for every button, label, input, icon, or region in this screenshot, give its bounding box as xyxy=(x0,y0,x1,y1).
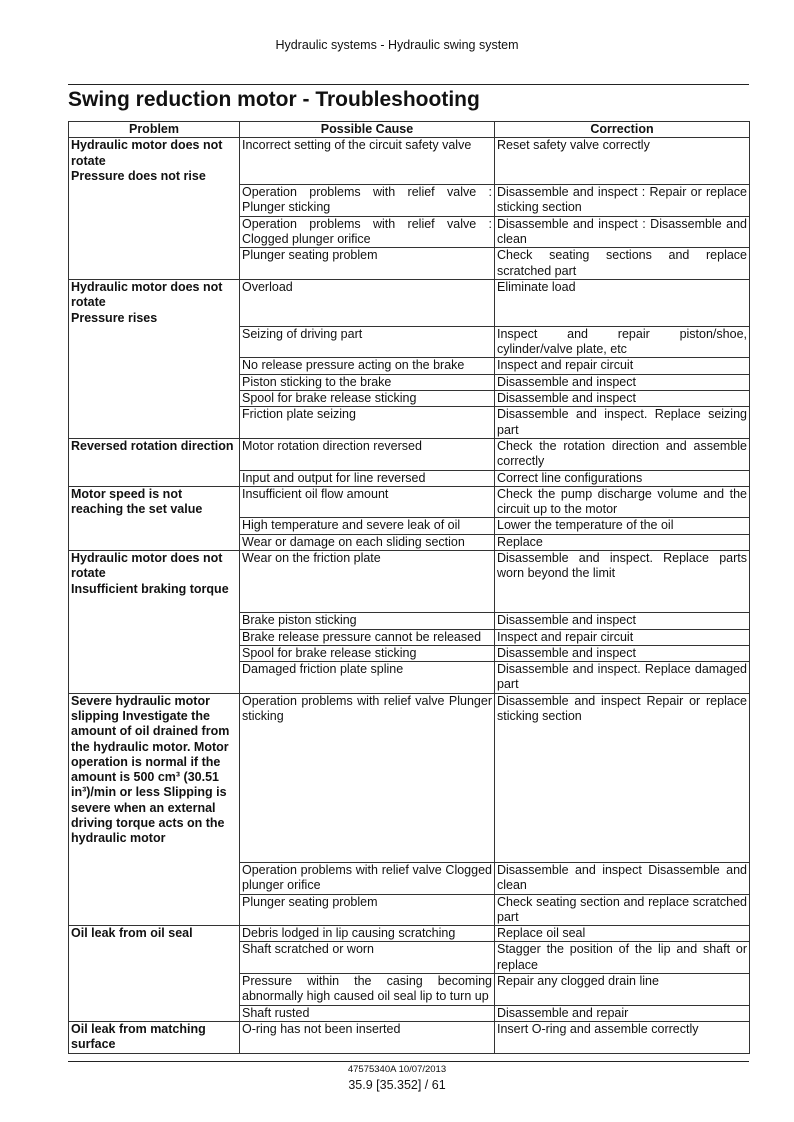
cause-cell: Debris lodged in lip causing scratching xyxy=(240,926,495,942)
table-row xyxy=(69,438,750,470)
cause-cell: Plunger seating problem xyxy=(240,248,495,280)
problem-cell xyxy=(69,279,240,438)
document-number: 47575340A 10/07/2013 xyxy=(347,1064,447,1075)
column-header-possible-cause: Possible Cause xyxy=(240,122,495,138)
problem-text: Hydraulic motor does not rotate xyxy=(71,279,223,310)
table-row xyxy=(69,551,750,613)
running-header: Hydraulic systems - Hydraulic swing system xyxy=(275,38,519,52)
cause-cell: Input and output for line reversed xyxy=(240,470,495,486)
problem-cell xyxy=(69,1021,240,1053)
cause-cell: Seizing of driving part xyxy=(240,326,495,358)
problem-cell xyxy=(69,486,240,550)
cause-cell: Overload xyxy=(240,279,495,326)
problem-cell xyxy=(69,138,240,280)
correction-cell: Disassemble and inspect. Replace damaged part xyxy=(495,662,750,694)
problem-text: Hydraulic motor does not rotate xyxy=(71,551,223,581)
correction-cell: Stagger the position of the lip and shaft or replace xyxy=(495,942,750,974)
table-header-row xyxy=(69,122,750,138)
correction-cell: Disassemble and inspect xyxy=(495,391,750,407)
cause-cell: No release pressure acting on the brake xyxy=(240,358,495,374)
troubleshooting-table xyxy=(68,121,750,1054)
problem-text: Severe hydraulic motor slipping Investigate the amount of oil drained from the hydraulic motor. Motor operation is normal if the amount is 500 cm³ (30.51 in³)/min or less Slipping is severe when an external driving torque acts on the hydraulic motor xyxy=(71,693,230,846)
problem-cell xyxy=(69,693,240,925)
cause-cell: Plunger seating problem xyxy=(240,894,495,926)
cause-cell: Operation problems with relief valve Clogged plunger orifice xyxy=(240,862,495,894)
problem-text: Insufficient braking torque xyxy=(71,581,229,596)
header-divider xyxy=(68,84,749,85)
correction-cell: Disassemble and inspect. Replace seizing part xyxy=(495,407,750,439)
cause-cell: Operation problems with relief valve : Clogged plunger orifice xyxy=(240,216,495,248)
cause-cell: Shaft scratched or worn xyxy=(240,942,495,974)
problem-text: Hydraulic motor does not rotate xyxy=(71,138,223,168)
correction-cell: Inspect and repair circuit xyxy=(495,629,750,645)
cause-cell: Motor rotation direction reversed xyxy=(240,438,495,470)
cause-cell: Friction plate seizing xyxy=(240,407,495,439)
correction-cell: Disassemble and inspect Disassemble and clean xyxy=(495,862,750,894)
page-title: Swing reduction motor - Troubleshooting xyxy=(68,88,480,111)
correction-cell: Disassemble and repair xyxy=(495,1005,750,1021)
column-header-problem: Problem xyxy=(69,122,240,138)
problem-text: Reversed rotation direction xyxy=(71,438,234,453)
correction-cell: Disassemble and inspect xyxy=(495,374,750,390)
problem-text: Pressure rises xyxy=(71,310,158,325)
correction-cell: Lower the temperature of the oil xyxy=(495,518,750,534)
table-row xyxy=(69,693,750,862)
cause-cell: Piston sticking to the brake xyxy=(240,374,495,390)
problem-cell xyxy=(69,551,240,694)
table-row xyxy=(69,926,750,942)
cause-cell: Brake piston sticking xyxy=(240,613,495,629)
correction-cell: Check seating section and replace scratched part xyxy=(495,894,750,926)
cause-cell: Damaged friction plate spline xyxy=(240,662,495,694)
problem-text: Pressure does not rise xyxy=(71,168,206,183)
table-row xyxy=(69,1021,750,1053)
correction-cell: Disassemble and inspect Repair or replace sticking section xyxy=(495,693,750,862)
correction-cell: Disassemble and inspect : Disassemble and clean xyxy=(495,216,750,248)
cause-cell: Spool for brake release sticking xyxy=(240,391,495,407)
table-row xyxy=(69,138,750,185)
problem-cell xyxy=(69,926,240,1022)
cause-cell: Wear or damage on each sliding section xyxy=(240,534,495,550)
correction-cell: Replace oil seal xyxy=(495,926,750,942)
problem-text: Oil leak from oil seal xyxy=(71,926,193,941)
cause-cell: Wear on the friction plate xyxy=(240,551,495,613)
correction-cell: Inspect and repair circuit xyxy=(495,358,750,374)
correction-cell: Disassemble and inspect : Repair or replace sticking section xyxy=(495,185,750,217)
correction-cell: Disassemble and inspect xyxy=(495,613,750,629)
cause-cell: Spool for brake release sticking xyxy=(240,645,495,661)
table-row xyxy=(69,486,750,518)
cause-cell: Pressure within the casing becoming abnormally high caused oil seal lip to turn up xyxy=(240,974,495,1006)
correction-cell: Check the pump discharge volume and the circuit up to the motor xyxy=(495,486,750,518)
table-row xyxy=(69,279,750,326)
page-number: 35.9 [35.352] / 61 xyxy=(348,1078,446,1092)
problem-text: Motor speed is not reaching the set value xyxy=(71,486,203,517)
column-header-correction: Correction xyxy=(495,122,750,138)
correction-cell: Repair any clogged drain line xyxy=(495,974,750,1006)
cause-cell: Brake release pressure cannot be released xyxy=(240,629,495,645)
cause-cell: Operation problems with relief valve : Plunger sticking xyxy=(240,185,495,217)
correction-cell: Inspect and repair piston/shoe, cylinder/valve plate, etc xyxy=(495,326,750,358)
cause-cell: High temperature and severe leak of oil xyxy=(240,518,495,534)
cause-cell: Operation problems with relief valve Plunger sticking xyxy=(240,693,495,862)
footer-divider xyxy=(68,1061,749,1062)
problem-cell xyxy=(69,438,240,486)
correction-cell: Check seating sections and replace scratched part xyxy=(495,248,750,280)
cause-cell: Shaft rusted xyxy=(240,1005,495,1021)
correction-cell: Insert O-ring and assemble correctly xyxy=(495,1021,750,1053)
correction-cell: Check the rotation direction and assemble correctly xyxy=(495,438,750,470)
cause-cell: O-ring has not been inserted xyxy=(240,1021,495,1053)
correction-cell: Disassemble and inspect xyxy=(495,645,750,661)
correction-cell: Replace xyxy=(495,534,750,550)
cause-cell: Incorrect setting of the circuit safety valve xyxy=(240,138,495,185)
correction-cell: Eliminate load xyxy=(495,279,750,326)
correction-cell: Correct line configurations xyxy=(495,470,750,486)
table-body xyxy=(69,138,750,1053)
problem-text: Oil leak from matching surface xyxy=(71,1021,206,1052)
correction-cell: Disassemble and inspect. Replace parts worn beyond the limit xyxy=(495,551,750,613)
correction-cell: Reset safety valve correctly xyxy=(495,138,750,185)
cause-cell: Insufficient oil flow amount xyxy=(240,486,495,518)
